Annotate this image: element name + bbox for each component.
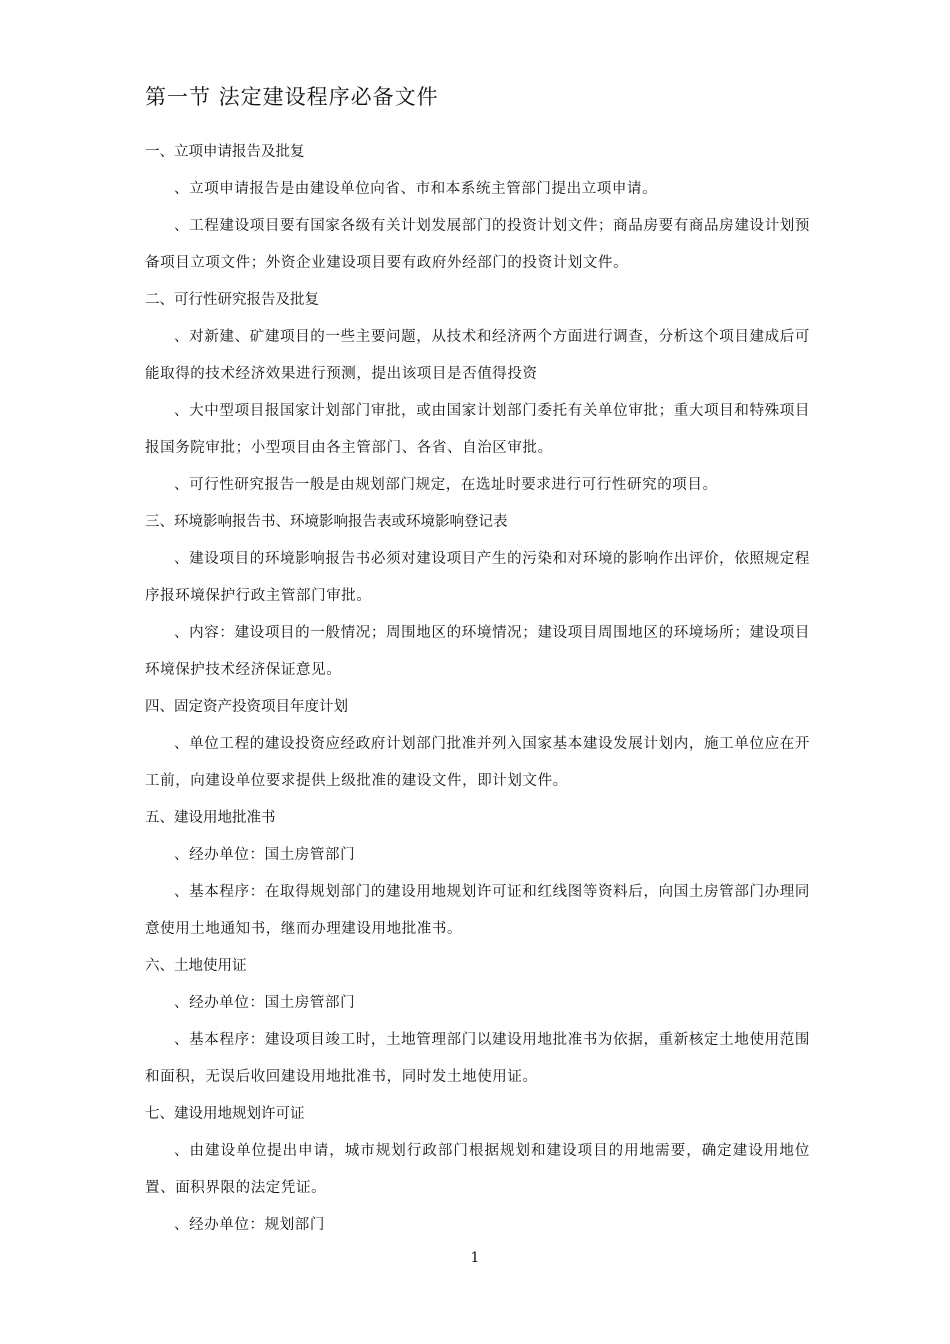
paragraph: 、由建设单位提出申请，城市规划行政部门根据规划和建设项目的用地需要，确定建设用地位置、面积界限的法定凭证。 (145, 1143, 810, 1196)
section-heading: 四、固定资产投资项目年度计划 (145, 699, 348, 715)
paragraph: 、可行性研究报告一般是由规划部门规定，在选址时要求进行可行性研究的项目。 (174, 477, 718, 493)
section-heading: 二、可行性研究报告及批复 (145, 292, 319, 308)
section-heading: 三、环境影响报告书、环境影响报告表或环境影响登记表 (145, 514, 508, 530)
section-6 (145, 948, 810, 1096)
section-heading: 七、建设用地规划许可证 (145, 1106, 305, 1122)
section-2 (145, 282, 810, 504)
section-3 (145, 504, 810, 689)
paragraph: 、建设项目的环境影响报告书必须对建设项目产生的污染和对环境的影响作出评价，依照规定程序报环境保护行政主管部门审批。 (145, 551, 810, 604)
paragraph: 、基本程序：在取得规划部门的建设用地规划许可证和红线图等资料后，向国土房管部门办理同意使用土地通知书，继而办理建设用地批准书。 (145, 884, 810, 937)
page-number: 1 (470, 1250, 480, 1266)
paragraph: 、大中型项目报国家计划部门审批，或由国家计划部门委托有关单位审批；重大项目和特殊项目报国务院审批；小型项目由各主管部门、各省、自治区审批。 (145, 403, 810, 456)
page-title: 第一节 法定建设程序必备文件 (145, 85, 439, 109)
paragraph: 、工程建设项目要有国家各级有关计划发展部门的投资计划文件；商品房要有商品房建设计划预备项目立项文件；外资企业建设项目要有政府外经部门的投资计划文件。 (145, 218, 810, 271)
section-heading: 六、土地使用证 (145, 958, 247, 974)
paragraph: 、对新建、矿建项目的一些主要问题，从技术和经济两个方面进行调查，分析这个项目建成后可能取得的技术经济效果进行预测，提出该项目是否值得投资 (145, 329, 810, 382)
paragraph: 、基本程序：建设项目竣工时，土地管理部门以建设用地批准书为依据，重新核定土地使用范围和面积，无误后收回建设用地批准书，同时发土地使用证。 (145, 1032, 810, 1085)
paragraph: 、经办单位：规划部门 (174, 1217, 325, 1233)
section-1 (145, 134, 810, 282)
paragraph: 、经办单位：国土房管部门 (174, 847, 356, 863)
page-content (145, 82, 810, 1244)
paragraph: 、经办单位：国土房管部门 (174, 995, 356, 1011)
section-heading: 一、立项申请报告及批复 (145, 144, 305, 160)
paragraph: 、内容：建设项目的一般情况；周围地区的环境情况；建设项目周围地区的环境场所；建设项目环境保护技术经济保证意见。 (145, 625, 810, 678)
section-7 (145, 1096, 810, 1244)
paragraph: 、立项申请报告是由建设单位向省、市和本系统主管部门提出立项申请。 (174, 181, 658, 197)
section-4 (145, 689, 810, 800)
section-heading: 五、建设用地批准书 (145, 810, 276, 826)
section-5 (145, 800, 810, 948)
paragraph: 、单位工程的建设投资应经政府计划部门批准并列入国家基本建设发展计划内，施工单位应在开工前，向建设单位要求提供上级批准的建设文件，即计划文件。 (145, 736, 810, 789)
